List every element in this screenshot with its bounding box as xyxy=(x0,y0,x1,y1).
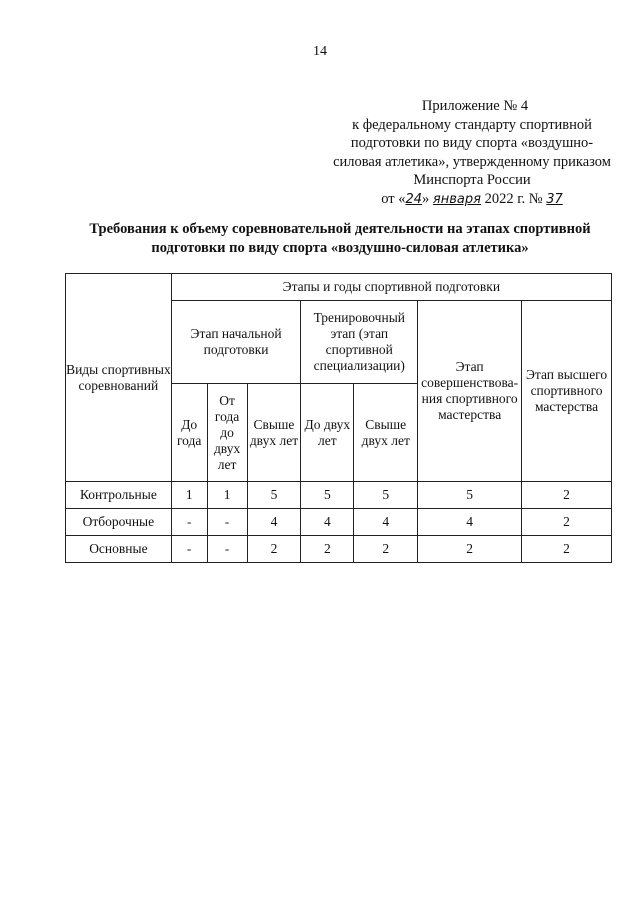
appendix-line-3: подготовки по виду спорта «воздушно- xyxy=(350,135,594,152)
sub-over-two-training: Свыше двух лет xyxy=(354,384,418,482)
table-row xyxy=(66,482,612,509)
cell-value: 2 xyxy=(247,536,301,563)
appendix-line-5: Минспорта России xyxy=(413,172,531,189)
document-heading xyxy=(66,220,614,258)
cell-value: 4 xyxy=(301,509,354,536)
cell-value: 1 xyxy=(207,482,247,509)
cell-value: - xyxy=(171,509,207,536)
cell-value: 4 xyxy=(418,509,522,536)
header-improvement: Этап совершенствова-ния спортивного мастерства xyxy=(418,301,522,482)
appendix-title: Приложение № 4 xyxy=(421,98,529,114)
header-highest: Этап высшего спортивного мастерства xyxy=(522,301,612,482)
cell-value: 2 xyxy=(522,536,612,563)
appendix-date-line xyxy=(322,190,622,210)
cell-value: 5 xyxy=(247,482,301,509)
sub-up-to-year: До года xyxy=(171,384,207,482)
table-row xyxy=(66,536,612,563)
date-mid: » xyxy=(422,190,430,207)
date-month: января xyxy=(432,191,481,207)
heading-line-1: Требования к объему соревновательной деятельности на этапах спортивной xyxy=(89,221,591,237)
row-name: Основные xyxy=(66,536,172,563)
header-initial: Этап начальной подготовки xyxy=(171,301,301,384)
appendix-block xyxy=(322,97,622,210)
cell-value: 5 xyxy=(301,482,354,509)
sub-over-two-initial: Свыше двух лет xyxy=(247,384,301,482)
header-kinds: Виды спортивных соревнований xyxy=(66,274,172,482)
cell-value: 5 xyxy=(418,482,522,509)
appendix-line-2: к федеральному стандарту спортивной xyxy=(352,116,592,133)
page-number: 14 xyxy=(313,44,327,59)
row-name: Контрольные xyxy=(66,482,172,509)
order-number: 37 xyxy=(546,191,563,207)
cell-value: 5 xyxy=(354,482,418,509)
cell-value: - xyxy=(171,536,207,563)
header-stages: Этапы и годы спортивной подготовки xyxy=(171,274,611,301)
cell-value: - xyxy=(207,509,247,536)
sub-up-to-two: До двух лет xyxy=(301,384,354,482)
cell-value: - xyxy=(207,536,247,563)
requirements-table xyxy=(65,273,612,563)
cell-value: 2 xyxy=(522,482,612,509)
row-name: Отборочные xyxy=(66,509,172,536)
date-day: 24 xyxy=(405,191,423,207)
cell-value: 2 xyxy=(301,536,354,563)
cell-value: 4 xyxy=(247,509,301,536)
date-year: 2022 г. № xyxy=(484,190,543,207)
cell-value: 2 xyxy=(418,536,522,563)
cell-value: 1 xyxy=(171,482,207,509)
date-prefix: от « xyxy=(381,190,406,207)
cell-value: 4 xyxy=(354,509,418,536)
heading-line-2: подготовки по виду спорта «воздушно-силовая атлетика» xyxy=(151,240,529,256)
header-training: Тренировочный этап (этап спортивной специализации) xyxy=(301,301,418,384)
cell-value: 2 xyxy=(354,536,418,563)
table-row xyxy=(66,509,612,536)
cell-value: 2 xyxy=(522,509,612,536)
appendix-line-4: силовая атлетика», утвержденному приказом xyxy=(333,153,611,170)
sub-one-to-two: От года до двух лет xyxy=(207,384,247,482)
